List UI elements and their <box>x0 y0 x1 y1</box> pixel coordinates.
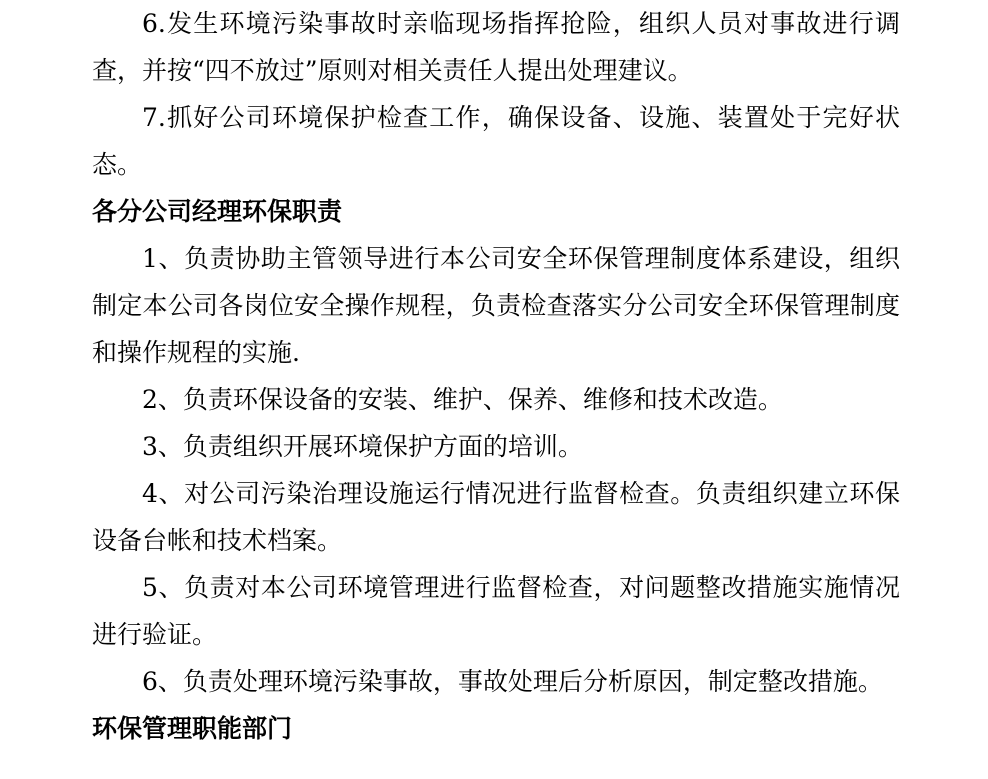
section-heading: 各分公司经理环保职责 <box>92 197 343 226</box>
paragraph: 6.发生环境污染事故时亲临现场指挥抢险，组织人员对事故进行调查，并按“四不放过”原则对相关责任人提出处理建议。 <box>92 9 900 85</box>
paragraph: 2、负责环保设备的安装、维护、保养、维修和技术改造。 <box>142 385 783 414</box>
paragraph: 4、对公司污染治理设施运行情况进行监督检查。负责组织建立环保设备台帐和技术档案。 <box>92 479 900 555</box>
paragraph: 6、负责处理环境污染事故，事故处理后分析原因，制定整改措施。 <box>142 667 883 696</box>
paragraph: 7.抓好公司环境保护检查工作，确保设备、设施、装置处于完好状态。 <box>92 103 900 179</box>
paragraph: 5、负责对本公司环境管理进行监督检查，对问题整改措施实施情况进行验证。 <box>92 573 900 649</box>
document-body <box>92 0 900 752</box>
paragraph: 3、负责组织开展环境保护方面的培训。 <box>142 432 583 461</box>
section-heading: 环保管理职能部门 <box>92 714 293 743</box>
paragraph: 1、负责协助主管领导进行本公司安全环保管理制度体系建设，组织制定本公司各岗位安全操作规程，负责检查落实分公司安全环保管理制度和操作规程的实施. <box>92 244 900 367</box>
